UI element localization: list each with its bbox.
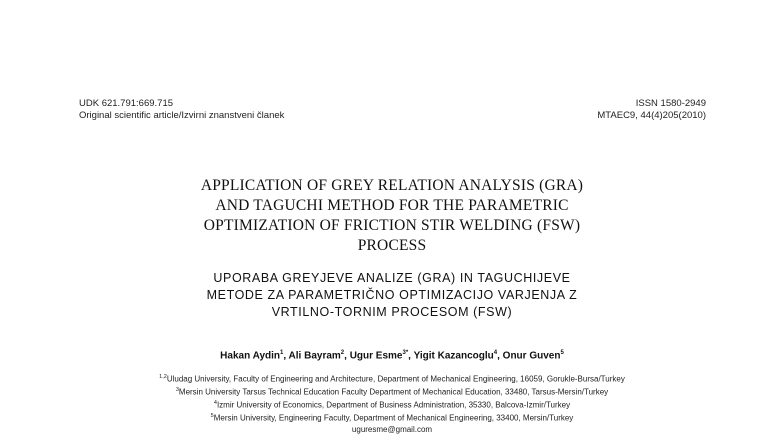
author-sup: 2	[340, 350, 345, 356]
affiliation-sup: 3	[175, 387, 179, 394]
subtitle-line: UPORABA GREYJEVE ANALIZE (GRA) IN TAGUCHIJEVE	[213, 271, 571, 285]
author-name: Ugur Esme	[349, 350, 403, 362]
affiliation-text: Mersin University Tarsus Technical Education Faculty Department of Mechanical Education, 33480, Tarsus-Mersin/Turkey	[178, 387, 609, 397]
author-list: Hakan Aydin$^1$, Ali Bayram$^2$, Ugur Esme$^{3*}$, Yigit Kazancoglu$^4$, Onur Guven$^5$	[220, 350, 564, 362]
author-name: Onur Guven	[502, 350, 561, 362]
author-name: Yigit Kazancoglu	[413, 350, 494, 362]
affiliation-sup: 5	[210, 413, 214, 420]
title-line: OPTIMIZATION OF FRICTION STIR WELDING (FSW)	[203, 217, 581, 234]
affiliation	[0, 385, 784, 398]
affiliation-text: Izmir University of Economics, Department of Business Administration, 35330, Balcova-Izmir/Turkey	[216, 400, 571, 410]
udk-code: UDK 621.791:669.715	[79, 98, 174, 109]
title-line: PROCESS	[357, 237, 427, 254]
affiliation	[0, 372, 784, 385]
article-type: Original scientific article/Izvirni znanstveni članek	[79, 110, 285, 121]
title-line: AND TAGUCHI METHOD FOR THE PARAMETRIC	[215, 197, 569, 214]
header-left	[79, 98, 284, 122]
author-sup: 4	[493, 350, 498, 356]
author-name: Hakan Aydin	[220, 350, 281, 362]
affiliation-text: Uludag University, Faculty of Engineering and Architecture, Department of Mechanical Engineering, 16059, Gorukle-Bursa/Turkey	[166, 374, 625, 384]
author-sup: 5	[560, 350, 564, 356]
author-name: Ali Bayram	[288, 350, 341, 362]
affiliation-sup: 4	[213, 400, 217, 407]
journal-citation: MTAEC9, 44(4)205(2010)	[597, 110, 706, 121]
author-sup: 1	[280, 350, 284, 356]
issn: ISSN 1580-2949	[635, 98, 706, 109]
subtitle-line: METODE ZA PARAMETRIČNO OPTIMIZACIJO VARJENJA Z	[206, 288, 578, 302]
affiliation	[0, 411, 784, 424]
paper-title	[0, 176, 784, 256]
contact-email[interactable]: uguresme@gmail.com	[351, 424, 433, 434]
subtitle-line: VRTILNO-TORNIM PROCESOM (FSW)	[271, 305, 513, 319]
affiliation-text: Mersin University, Engineering Faculty, Department of Mechanical Engineering, 33400, Mersin/Turkey	[213, 414, 574, 424]
header-right	[597, 98, 706, 122]
author-sup: 3*	[402, 350, 409, 356]
affiliations	[0, 372, 784, 435]
affiliation-sup: 1,2	[159, 374, 167, 380]
affiliation	[0, 398, 784, 411]
paper-subtitle	[0, 270, 784, 321]
title-line: APPLICATION OF GREY RELATION ANALYSIS (GRA)	[200, 177, 584, 194]
